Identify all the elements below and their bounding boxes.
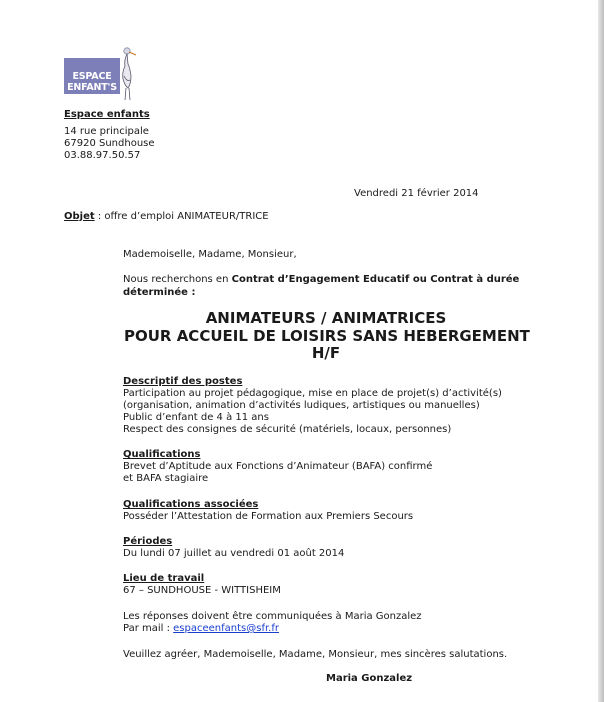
intro-line2: déterminée : [123, 287, 196, 298]
headline-line2: POUR ACCUEIL DE LOISIRS SANS HEBERGEMENT [124, 327, 530, 345]
greeting: Mademoiselle, Madame, Monsieur, [123, 249, 297, 260]
subject-label: Objet [64, 211, 95, 222]
intro-bold1: Contrat d’Engagement Educatif ou Contrat à durée [231, 274, 520, 285]
sender-name: Espace enfants [64, 109, 150, 120]
section-title-lieu: Lieu de travail [123, 573, 205, 584]
email-link[interactable]: espaceenfants@sfr.fr [173, 623, 279, 634]
letter-date: Vendredi 21 février 2014 [354, 188, 479, 199]
mail-label: Par mail : [123, 623, 174, 634]
sender-phone: 03.88.97.50.57 [64, 150, 141, 161]
sender-address2: 67920 Sundhouse [64, 138, 155, 149]
descriptif-line: Participation au projet pédagogique, mise en place de projet(s) d’activité(s) [123, 388, 502, 399]
section-title-descriptif: Descriptif des postes [123, 376, 243, 387]
descriptif-line: Respect des consignes de sécurité (matériels, locaux, personnes) [123, 424, 452, 435]
page-edge-shadow [598, 0, 604, 702]
subject-line [64, 211, 269, 223]
periodes-line: Du lundi 07 juillet au vendredi 01 août 2014 [123, 548, 345, 559]
subject-text: : offre d’emploi ANIMATEUR/TRICE [94, 211, 269, 222]
qualifications-line: et BAFA stagiaire [123, 473, 209, 484]
mail-line [123, 623, 279, 635]
section-title-qualifications: Qualifications [123, 449, 201, 460]
descriptif-line: Public d’enfant de 4 à 11 ans [123, 412, 269, 423]
responses-line: Les réponses doivent être communiquées à Maria Gonzalez [123, 611, 422, 622]
headline-line1: ANIMATEURS / ANIMATRICES [205, 309, 447, 327]
descriptif-line: (organisation, animation d’activités ludiques, artistiques ou manuelles) [123, 400, 480, 411]
intro-prefix: Nous recherchons en [123, 274, 232, 285]
headline-line3: H/F [311, 344, 341, 362]
signature: Maria Gonzalez [326, 673, 413, 684]
intro-line1 [123, 274, 519, 286]
qualifications-line: Brevet d’Aptitude aux Fonctions d’Animateur (BAFA) confirmé [123, 461, 433, 472]
logo-box [64, 58, 120, 104]
lieu-line: 67 – SUNDHOUSE - WITTISHEIM [123, 585, 281, 596]
stork-icon [116, 46, 140, 102]
section-title-qualif-assoc: Qualifications associées [123, 499, 259, 510]
logo-line1: ESPACE [72, 71, 112, 82]
logo-line2: ENFANT'S [67, 82, 117, 93]
espace-enfants-logo [64, 46, 142, 102]
qualif-assoc-line: Posséder l’Attestation de Formation aux Premiers Secours [123, 511, 414, 522]
section-title-periodes: Périodes [123, 536, 173, 547]
logo-tagline: ASSOCIATION INTERCOMMUNALE DE SUNDHOUSE [68, 96, 118, 104]
sender-address1: 14 rue principale [64, 126, 149, 137]
closing-line: Veuillez agréer, Mademoiselle, Madame, Monsieur, mes sincères salutations. [123, 649, 508, 660]
